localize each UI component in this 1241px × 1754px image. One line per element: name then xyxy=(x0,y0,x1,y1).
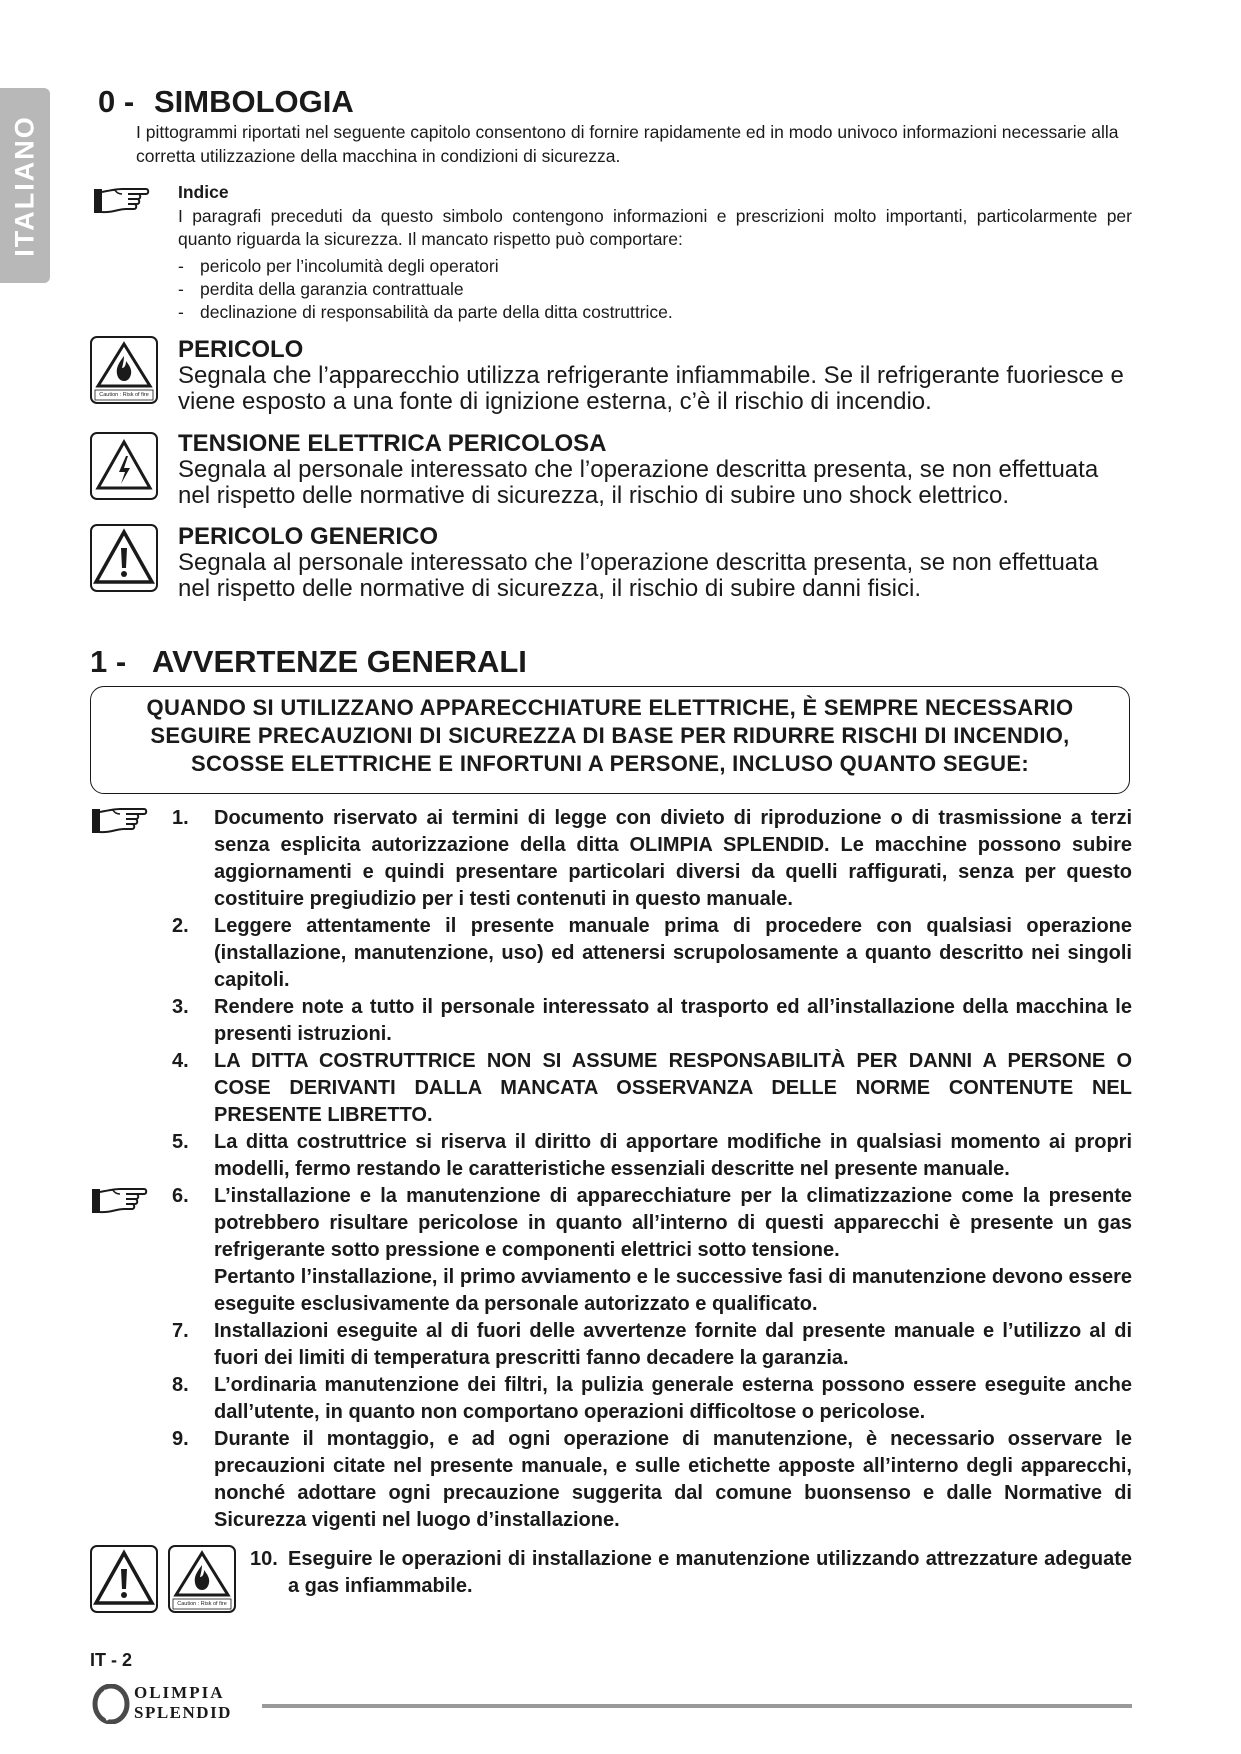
list-item: 10. Eseguire le operazioni di installazione e manutenzione utilizzando attrezzature adeguate a gas infiammabile. xyxy=(250,1548,1132,1597)
electric-warning-icon xyxy=(90,432,158,500)
symbol-title-electric: TENSIONE ELETTRICA PERICOLOSA xyxy=(178,430,607,457)
pointing-hand-icon xyxy=(90,1186,148,1216)
list-item: 9. Durante il montaggio, e ad ogni operazione di manutenzione, è necessario osservare le precauzioni citate nel presente manuale, e sulle etichette apposte all’interno degli apparecchi, nonché adottare ogni precauzione suggerita dal comune buonsenso e dalle Normative di Sicurezza vigenti nel luogo d’installazione. xyxy=(172,1428,1132,1531)
language-tab-label: ITALIANO xyxy=(9,115,40,257)
fire-warning-icon xyxy=(168,1545,236,1613)
list-item: 6. L’installazione e la manutenzione di apparecchiature per la climatizzazione come la presente potrebbero risultare pericolose in quanto all’interno di questi apparecchi è presente un gas refrigerante sotto pressione e componenti elettrici sotto tensione. Pertanto l’installazione, il primo avviamento e le successive fasi di manutenzione devono essere eseguite esclusivamente da personale autorizzato e qualificato. xyxy=(172,1183,1132,1318)
section-0-intro: I pittogrammi riportati nel seguente capitolo consentono di fornire rapidamente ed in modo univoco informazioni necessarie alla corretta utilizzazione della macchina in condizioni di sicurezza. xyxy=(136,122,1119,166)
list-item: - pericolo per l’incolumità degli operatori xyxy=(178,255,1118,278)
safety-notice-box xyxy=(90,686,1130,794)
fire-icon-caption: Caution : Risk of fire xyxy=(177,1601,227,1607)
index-title: Indice xyxy=(178,182,229,202)
general-warnings-list-end xyxy=(250,1546,1132,1600)
general-warning-icon xyxy=(90,1545,158,1613)
notice-line: SCOSSE ELETTRICHE E INFORTUNI A PERSONE, INCLUSO QUANTO SEGUE: xyxy=(191,751,1029,776)
symbol-text-general: Segnala al personale interessato che l’operazione descritta presenta, se non effettuata nel rispetto delle normative di sicurezza, il rischio di subire danni fisici. xyxy=(178,549,1099,602)
section-0-title: SIMBOLOGIA xyxy=(154,84,354,119)
pointing-hand-icon xyxy=(92,186,150,216)
list-item: 7. Installazioni eseguite al di fuori delle avvertenze fornite dal presente manuale e l’utilizzo al di fuori dei limiti di temperatura prescritti fanno decadere la garanzia. xyxy=(172,1320,1132,1369)
general-warnings-list xyxy=(172,805,1132,1534)
list-item: 3. Rendere note a tutto il personale interessato al trasporto ed all’installazione della macchina le presenti istruzioni. xyxy=(172,996,1132,1045)
index-bullet-list xyxy=(178,255,1118,324)
pointing-hand-icon xyxy=(90,806,148,836)
list-item: 8. L’ordinaria manutenzione dei filtri, la pulizia generale esterna possono essere eseguite anche dall’utente, in quanto non comportano operazioni difficoltose o pericolose. xyxy=(172,1374,1132,1423)
section-1-number: 1 - xyxy=(90,644,127,679)
notice-line: QUANDO SI UTILIZZANO APPARECCHIATURE ELETTRICHE, È SEMPRE NECESSARIO xyxy=(146,695,1074,720)
list-item: 2. Leggere attentamente il presente manuale prima di procedere con qualsiasi operazione (installazione, manutenzione, uso) ed attenersi scrupolosamente a quanto descritto nei singoli capitoli. xyxy=(172,915,1132,991)
symbol-text-danger: Segnala che l’apparecchio utilizza refrigerante infiammabile. Se il refrigerante fuoriesce e viene esposto a una fonte di ignizione esterna, c’è il rischio di incendio. xyxy=(178,362,1124,415)
symbol-text-electric: Segnala al personale interessato che l’operazione descritta presenta, se non effettuata nel rispetto delle normative di sicurezza, il rischio di subire uno shock elettrico. xyxy=(178,456,1099,509)
general-warning-icon xyxy=(90,524,158,592)
brand-name-top: OLIMPIA xyxy=(134,1683,225,1702)
list-item: 1. Documento riservato ai termini di legge con divieto di riproduzione o di trasmissione a terzi senza esplicita autorizzazione della ditta OLIMPIA SPLENDID. Le macchine possono subire aggiornamenti e quindi presentare particolari diversi da quelli raffigurati, senza per questo costituire pregiudizio per i testi contenuti in questo manuale. xyxy=(172,807,1132,910)
brand-logo-icon xyxy=(92,1684,130,1724)
list-item: 5. La ditta costruttrice si riserva il diritto di apportare modifiche in qualsiasi momento ai propri modelli, fermo restando le caratteristiche essenziali descritte nel presente manuale. xyxy=(172,1131,1132,1180)
section-1-title: AVVERTENZE GENERALI xyxy=(152,644,527,679)
index-text: I paragrafi preceduti da questo simbolo contengono informazioni e prescrizioni molto importanti, particolarmente per quanto riguarda la sicurezza. Il mancato rispetto può comportare: xyxy=(178,206,1132,249)
section-0-heading xyxy=(98,84,354,120)
list-item-continuation: Pertanto l’installazione, il primo avviamento e le successive fasi di manutenzione devono essere eseguite esclusivamente da personale autorizzato e qualificato. xyxy=(214,1266,1132,1315)
section-1-heading xyxy=(90,644,527,680)
fire-warning-icon xyxy=(90,336,158,404)
symbol-title-general: PERICOLO GENERICO xyxy=(178,523,439,550)
list-item: 4. LA DITTA COSTRUTTRICE NON SI ASSUME RESPONSABILITÀ PER DANNI A PERSONE O COSE DERIVANTI DALLA MANCATA OSSERVANZA DELLE NORME CONTENUTE NEL PRESENTE LIBRETTO. xyxy=(172,1050,1132,1126)
language-tab xyxy=(0,88,50,283)
fire-icon-caption: Caution : Risk of fire xyxy=(99,392,149,398)
list-item: - perdita della garanzia contrattuale xyxy=(178,278,1118,301)
footer-rule xyxy=(262,1704,1132,1708)
section-0-number: 0 - xyxy=(98,84,135,119)
page-number: IT - 2 xyxy=(90,1650,133,1670)
notice-line: SEGUIRE PRECAUZIONI DI SICUREZZA DI BASE PER RIDURRE RISCHI DI INCENDIO, xyxy=(150,723,1070,748)
list-item: - declinazione di responsabilità da parte della ditta costruttrice. xyxy=(178,301,1118,324)
brand-name-bottom: SPLENDID xyxy=(134,1703,232,1722)
symbol-title-danger: PERICOLO xyxy=(178,336,304,363)
